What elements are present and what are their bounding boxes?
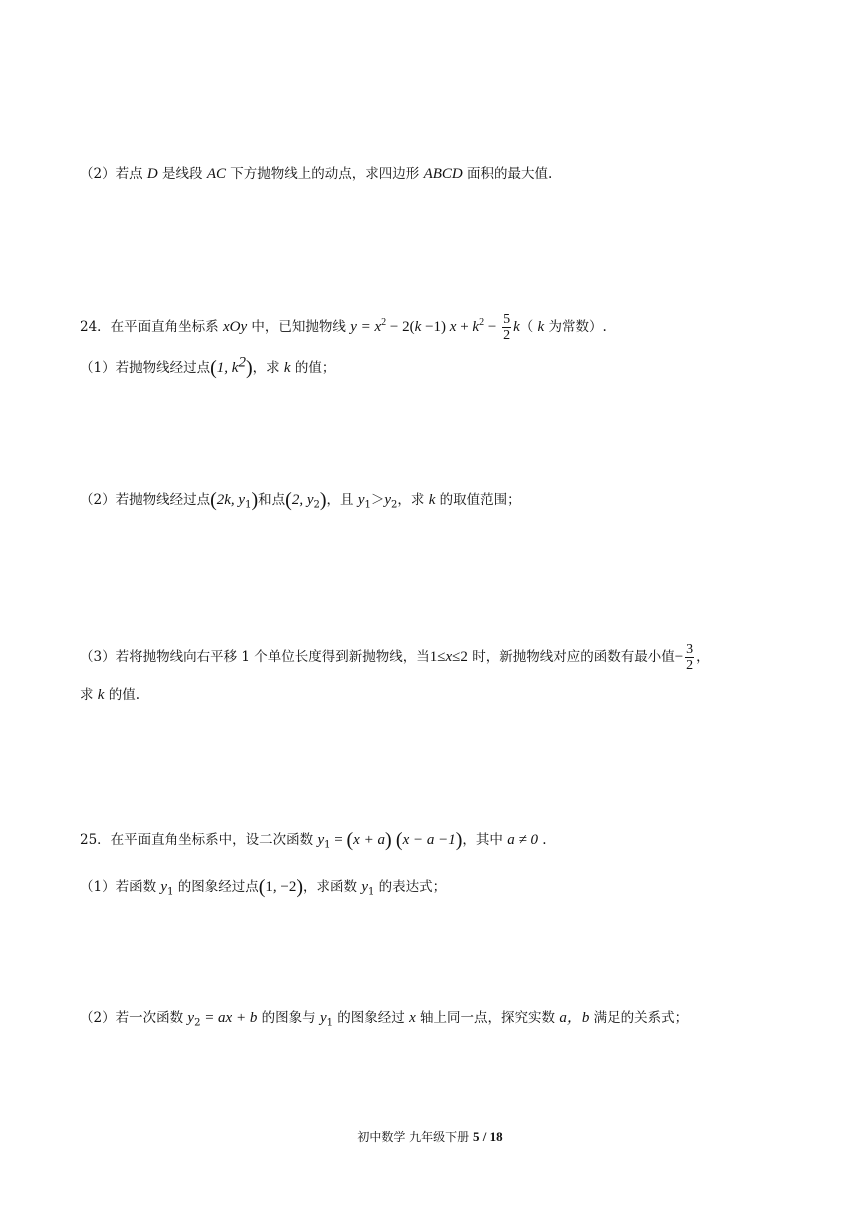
q24-part1: （1）若抛物线经过点(1, $k^2$)，求 k 的值；: [80, 354, 336, 379]
q24-part2: （2）若抛物线经过点(2k, $y_1$)和点(2, $y_2$)，且 $y_1>y_2$，求 k 的取值范围；: [80, 489, 521, 511]
q25-stem: 25．在平面直角坐标系中，设二次函数 $y_1 = (x + a) (x - a -1)$，其中 a ≠ 0 .: [80, 829, 547, 851]
q24-part3-line2: 求 k 的值.: [80, 687, 141, 703]
q24-min-fraction: $\frac{3}{2}$: [686, 642, 694, 673]
q24-formula: $y = x^2 - 2(k -1) x + k^2$ −: [350, 317, 501, 335]
page-number: 5 / 18: [473, 1129, 503, 1144]
q24-part3: （3）若将抛物线向右平移 1 个单位长度得到新抛物线，当1≤x≤2 时，新抛物线对应的函数有最小值− $\frac{3}{2}$ ，: [80, 642, 710, 673]
q24-fraction: $\frac{5}{2}$: [503, 312, 511, 343]
q25-part2: （2）若一次函数 $y_2$ = ax + b 的图象与 $y_1$ 的图象经过 x 轴上同一点，探究实数 a，b 满足的关系式；: [80, 1010, 689, 1029]
q24-stem: 24．在平面直角坐标系 xOy 中，已知抛物线 $y = x^2 - 2(k -1) x + k^2$ − $\frac{5}{2}$ k（ k 为常数）.: [80, 312, 607, 343]
q25-part1: （1）若函数 $y_1$ 的图象经过点(1, −2)，求函数 $y_1$ 的表达式；: [80, 876, 447, 898]
q23-part2: （2）若点 D 是线段 AC 下方抛物线上的动点，求四边形 ABCD 面积的最大值.: [80, 166, 553, 182]
page-footer: 初中数学 九年级下册 5 / 18: [357, 1129, 503, 1144]
